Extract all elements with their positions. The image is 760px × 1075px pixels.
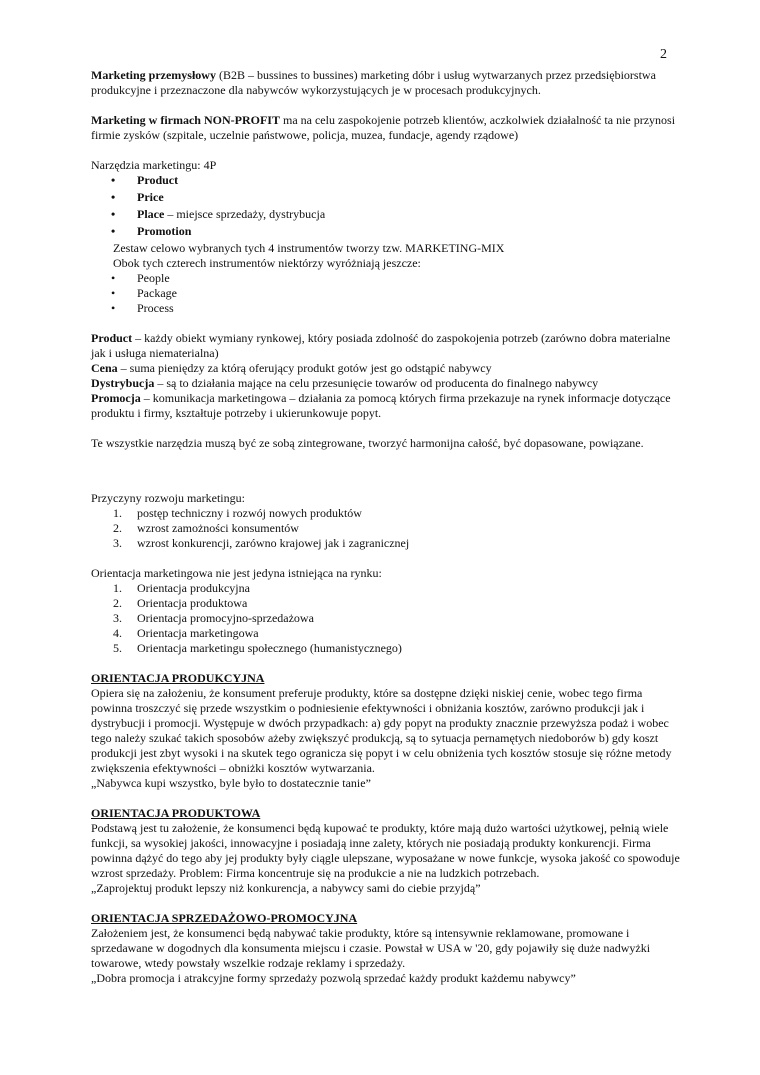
integration-paragraph: Te wszystkie narzędzia muszą być ze sobą zintegrowane, tworzyć harmonijna całość, być dopasowane, powiązane. [91,436,644,450]
list-item: • Place – miejsce sprzedaży, dystrybucja [111,207,326,221]
intro-paragraph-nonprofit [91,113,681,143]
list-item: 2. Orientacja produktowa [113,596,248,610]
term-non-profit: Marketing w firmach NON-PROFIT [91,113,280,127]
section-body: Opiera się na założeniu, że konsument preferuje produkty, które sa dostępne dzięki niskiej cenie, wobec tego firma powinna troszczyć się przede wszystkim o podniesienie efektywności i obniżania kosztów, zarówno produkcji jak i dystrybucji i promocji. Występuje w dwóch przypadkach: a) gdy popyt na produkty znacznie przewyższa podaż i wobec tego należy szukać takich sposobów ażeby zwiększyć produkcją, są to sytuacja pernamętych niedoborów b) gdy koszt produkcji jest zbyt wysoki i na skutek tego ogranicza się popyt i w celu obniżenia tych kosztów stosuje się różne metody zwiększenia efektywności – obniżki kosztów wytwarzania. [91,686,672,775]
definition-distribution: Dystrybucja – są to działania mające na celu przesunięcie towarów od producenta do finalnego nabywcy [91,376,599,390]
list-item: • Process [111,301,174,315]
orientations-heading: Orientacja marketingowa nie jest jedyna istniejąca na rynku: [91,566,382,580]
list-item: 3. wzrost konkurencji, zarówno krajowej jak i zagranicznej [113,536,410,550]
extra-instruments-line: Obok tych czterech instrumentów niektórzy wyróżniają jeszcze: [113,256,421,270]
term-marketing-przemyslowy: Marketing przemysłowy [91,68,216,82]
page-content [91,68,681,986]
section-body: Założeniem jest, że konsumenci będą nabywać takie produkty, które są intensywnie reklamowane, promowane i sprzedawane w dogodnych dla konsumenta miejscu i czasie. Powstał w USA w '20, gdy pojawiły się duże nadwyżki towarowe, wtedy powstały wszelkie rodzaje reklamy i sprzedaży. [91,926,651,970]
list-item: • Package [111,286,177,300]
definition-promotion: Promocja – komunikacja marketingowa – działania za pomocą których firma przekazuje na rynek informacje dotyczące produktu i firmy, kształtuje potrzeby i ukierunkowuje popyt. [91,391,671,420]
list-item: • Price [111,190,164,204]
section-quote: „Nabywca kupi wszystko, byle było to dostatecznie tanie” [91,776,371,790]
section-title-produktowa: ORIENTACJA PRODUKTOWA [91,806,261,820]
section-quote: „Dobra promocja i atrakcyjne formy sprzedaży pozwolą sprzedać każdy produkt każdemu nabywcy” [91,971,576,985]
intro-paragraph-b2b [91,68,681,98]
list-item: 1. postęp techniczny i rozwój nowych produktów [113,506,362,520]
list-item: 1. Orientacja produkcyjna [113,581,250,595]
list-item: • People [111,271,170,285]
definition-price: Cena – suma pieniędzy za którą oferujący produkt gotów jest go odstąpić nabywcy [91,361,492,375]
definition-product: Product – każdy obiekt wymiany rynkowej, który posiada zdolność do zaspokojenia potrzeb (zarówno dobra materialne jak i usługa niematerialna) [91,331,671,360]
section-title-sprzedazowo-promocyjna: ORIENTACJA SPRZEDAŻOWO-PROMOCYJNA [91,911,358,925]
reasons-heading: Przyczyny rozwoju marketingu: [91,491,245,505]
section-quote: „Zaprojektuj produkt lepszy niż konkurencja, a nabywcy sami do ciebie przyjdą” [91,881,481,895]
tools-list [91,173,681,239]
list-item: 2. wzrost zamożności konsumentów [113,521,299,535]
list-item: 3. Orientacja promocyjno-sprzedażowa [113,611,314,625]
reasons-list [91,506,681,551]
list-item: • Promotion [111,224,192,238]
intro-text: (B2B – bussines to bussines) marketing dóbr i usług wytwarzanych przez przedsiębiorstwa produkcyjne i przeznaczone dla nabywców wykorzystujących je w procesach produkcyjnych. [91,68,656,97]
tools-heading: Narzędzia marketingu: 4P [91,158,217,172]
page-number: 2 [660,47,667,62]
section-title-produkcyjna: ORIENTACJA PRODUKCYJNA [91,671,265,685]
intro-text: ma na celu zaspokojenie potrzeb klientów, aczkolwiek działalność ta nie przynosi firmie zysków (szpitale, uczelnie państwowe, policja, muzea, fundacje, agendy rządowe) [91,113,676,142]
list-item: • Product [111,173,179,187]
extra-instruments-list [91,271,681,316]
section-body: Podstawą jest tu założenie, że konsumenci będą kupować te produkty, które mają dużo wartości użytkowej, pełnią wiele funkcji, sa wysokiej jakości, innowacyjne i posiadają inne zalety, których nie posiadają produkty konkurencji. Firma powinna dążyć do tego aby jej produkty były ciągle ulepszane, wyposażane w nowe funkcje, wysoka jakość co spowoduje wzrost sprzedaży. Problem: Firma koncentruje się na produkcie a nie na ludzkich potrzebach. [91,821,680,880]
list-item: 5. Orientacja marketingu społecznego (humanistycznego) [113,641,402,655]
orientations-list [91,581,681,656]
list-item: 4. Orientacja marketingowa [113,626,259,640]
marketing-mix-line: Zestaw celowo wybranych tych 4 instrumentów tworzy tzw. MARKETING-MIX [113,241,505,255]
